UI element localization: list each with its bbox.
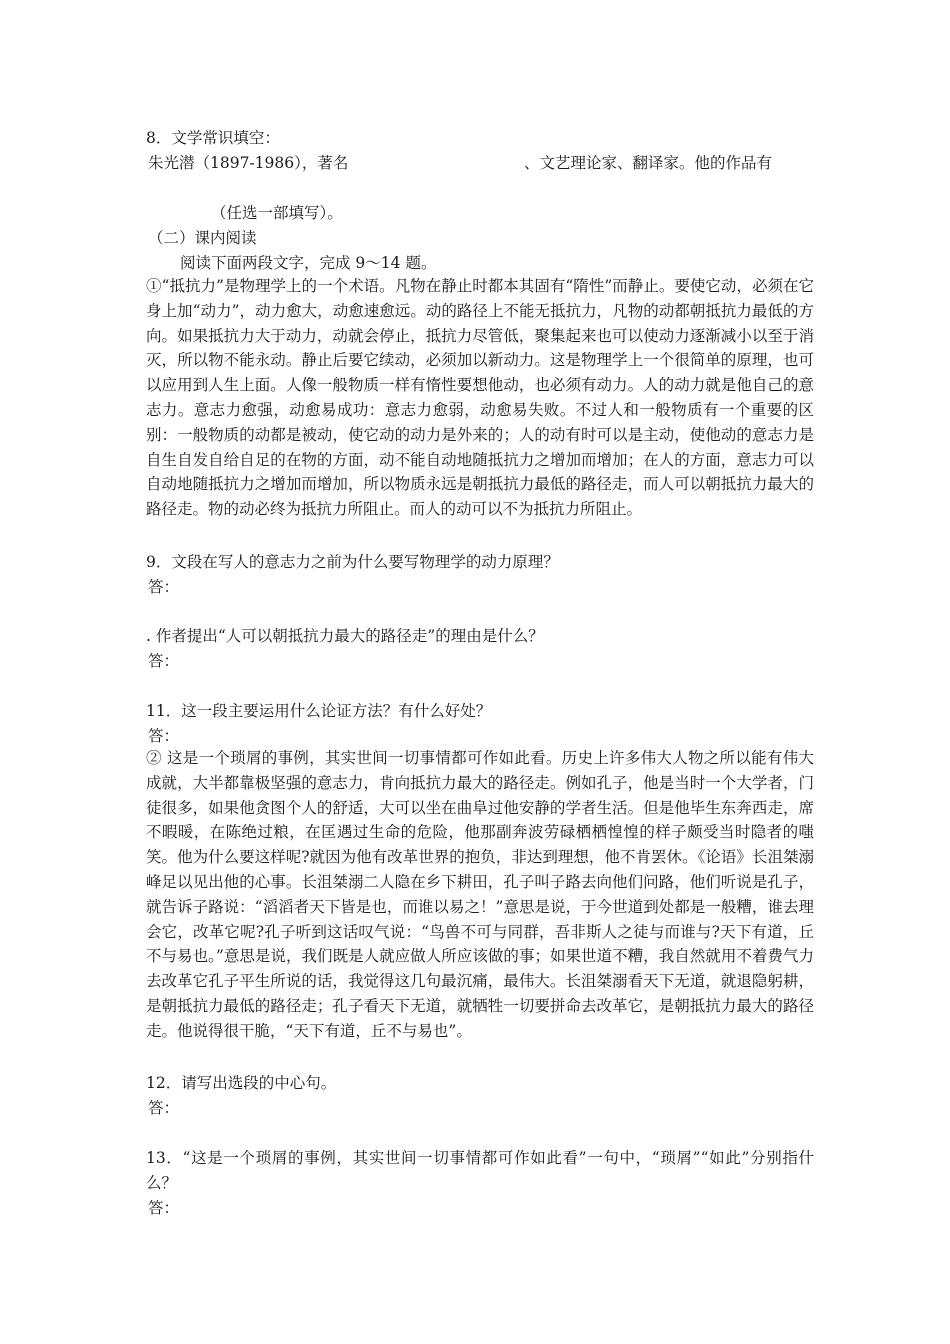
- q11-question: 11．这一段主要运用什么论证方法？有什么好处？: [146, 702, 492, 720]
- passage-1: ①“抵抗力”是物理学上的一个术语。凡物在静止时都本其固有“隋性”而静止。要使它动，必须在它身上加“动力”，动力愈大，动愈速愈远。动的路径上不能无抵抗力，凡物的动都朝抵抗力最低的方向。如果抵抗力大于动力，动就会停止，抵抗力尽管低，聚集起来也可以使动力逐渐减小以至于消灭，所以物不能永动。静止后要它续动，必须加以新动力。这是物理学上一个很简单的原理，也可以应用到人生上面。人像一般物质一样有惰性要想他动，也必须有动力。人的动力就是他自己的意志力。意志力愈强，动愈易成功：意志力愈弱，动愈易失败。不过人和一般物质有一个重要的区别：一般物质的动都是被动，使它动的动力是外来的；人的动有时可以是主动，使他动的意志力是自生自发自给自足的在物的方面，动不能自动地随抵抗力之增加而增加；在人的方面，意志力可以自动地随抵抗力之增加而增加，所以物质永远是朝抵抗力最低的路径走，而人可以朝抵抗力最大的路径走。物的动必终为抵抗力所阻止。而人的动可以不为抵抗力所阻止。: [146, 277, 814, 519]
- q9-answer-label: 答：: [148, 578, 180, 596]
- q8-line2: （任选一部填写）。: [211, 204, 343, 222]
- q13-question: 13．“这是一个琐屑的事例，其实世间一切事情都可作如此看”一句中，“琐屑”“如此”分别指什么？: [146, 1149, 814, 1192]
- q12-answer-label: 答：: [148, 1099, 180, 1117]
- q13-answer-label: 答：: [148, 1199, 180, 1217]
- q10-answer-label: 答：: [148, 652, 180, 670]
- passage-2: ② 这是一个琐屑的事例，其实世间一切事情都可作如此看。历史上许多伟大人物之所以能有伟大成就，大半都靠极坚强的意志力，肯向抵抗力最大的路径走。例如孔子，他是当时一个大学者，门徒很多，如果他贪图个人的舒适，大可以坐在曲阜过他安静的学者生活。但是他毕生东奔西走，席不暇暖，在陈绝过粮，在匡遇过生命的危险，他那副奔波劳碌栖栖惶惶的样子颇受当时隐者的嗤笑。他为什么要这样呢?就因为他有改革世界的抱负，非达到理想，他不肯罢休。《论语》长沮桀溺峰足以见出他的心事。长沮桀溺二人隐在乡下耕田，孔子叫子路去向他们问路，他们听说是孔子，就告诉子路说：“滔滔者天下皆是也，而谁以易之！”意思是说，于今世道到处都是一般糟，谁去理会它，改革它呢?孔子听到这话叹气说：“鸟兽不可与同群，吾非斯人之徒与而谁与?天下有道，丘不与易也。”意思是说，我们既是人就应做人所应该做的事；如果世道不糟，我自然就用不着费气力去改革它孔子平生所说的话，我觉得这几句最沉痛，最伟大。长沮桀溺看天下无道，就退隐躬耕，是朝抵抗力最低的路径走；孔子看天下无道，就牺牲一切要拼命去改革它，是朝抵抗力最大的路径走。他说得很干脆，“天下有道，丘不与易也”。: [146, 749, 814, 1040]
- q8-line1-part1: 朱光潜（1897-1986），著名: [148, 154, 349, 172]
- section-intro: 阅读下面两段文字，完成 9～14 题。: [180, 254, 437, 272]
- q8-title: 8．文学常识填空：: [146, 129, 280, 147]
- q12-question: 12．请写出选段的中心句。: [146, 1074, 337, 1092]
- q10-question: . 作者提出“人可以朝抵抗力最大的路径走”的理由是什么？: [146, 627, 544, 645]
- q9-question: 9．文段在写人的意志力之前为什么要写物理学的动力原理？: [146, 553, 559, 571]
- q8-line1-part2: 、文艺理论家、翻译家。他的作品有: [524, 154, 773, 172]
- section-heading: （二）课内阅读: [148, 229, 257, 247]
- q11-answer-label: 答：: [148, 727, 180, 745]
